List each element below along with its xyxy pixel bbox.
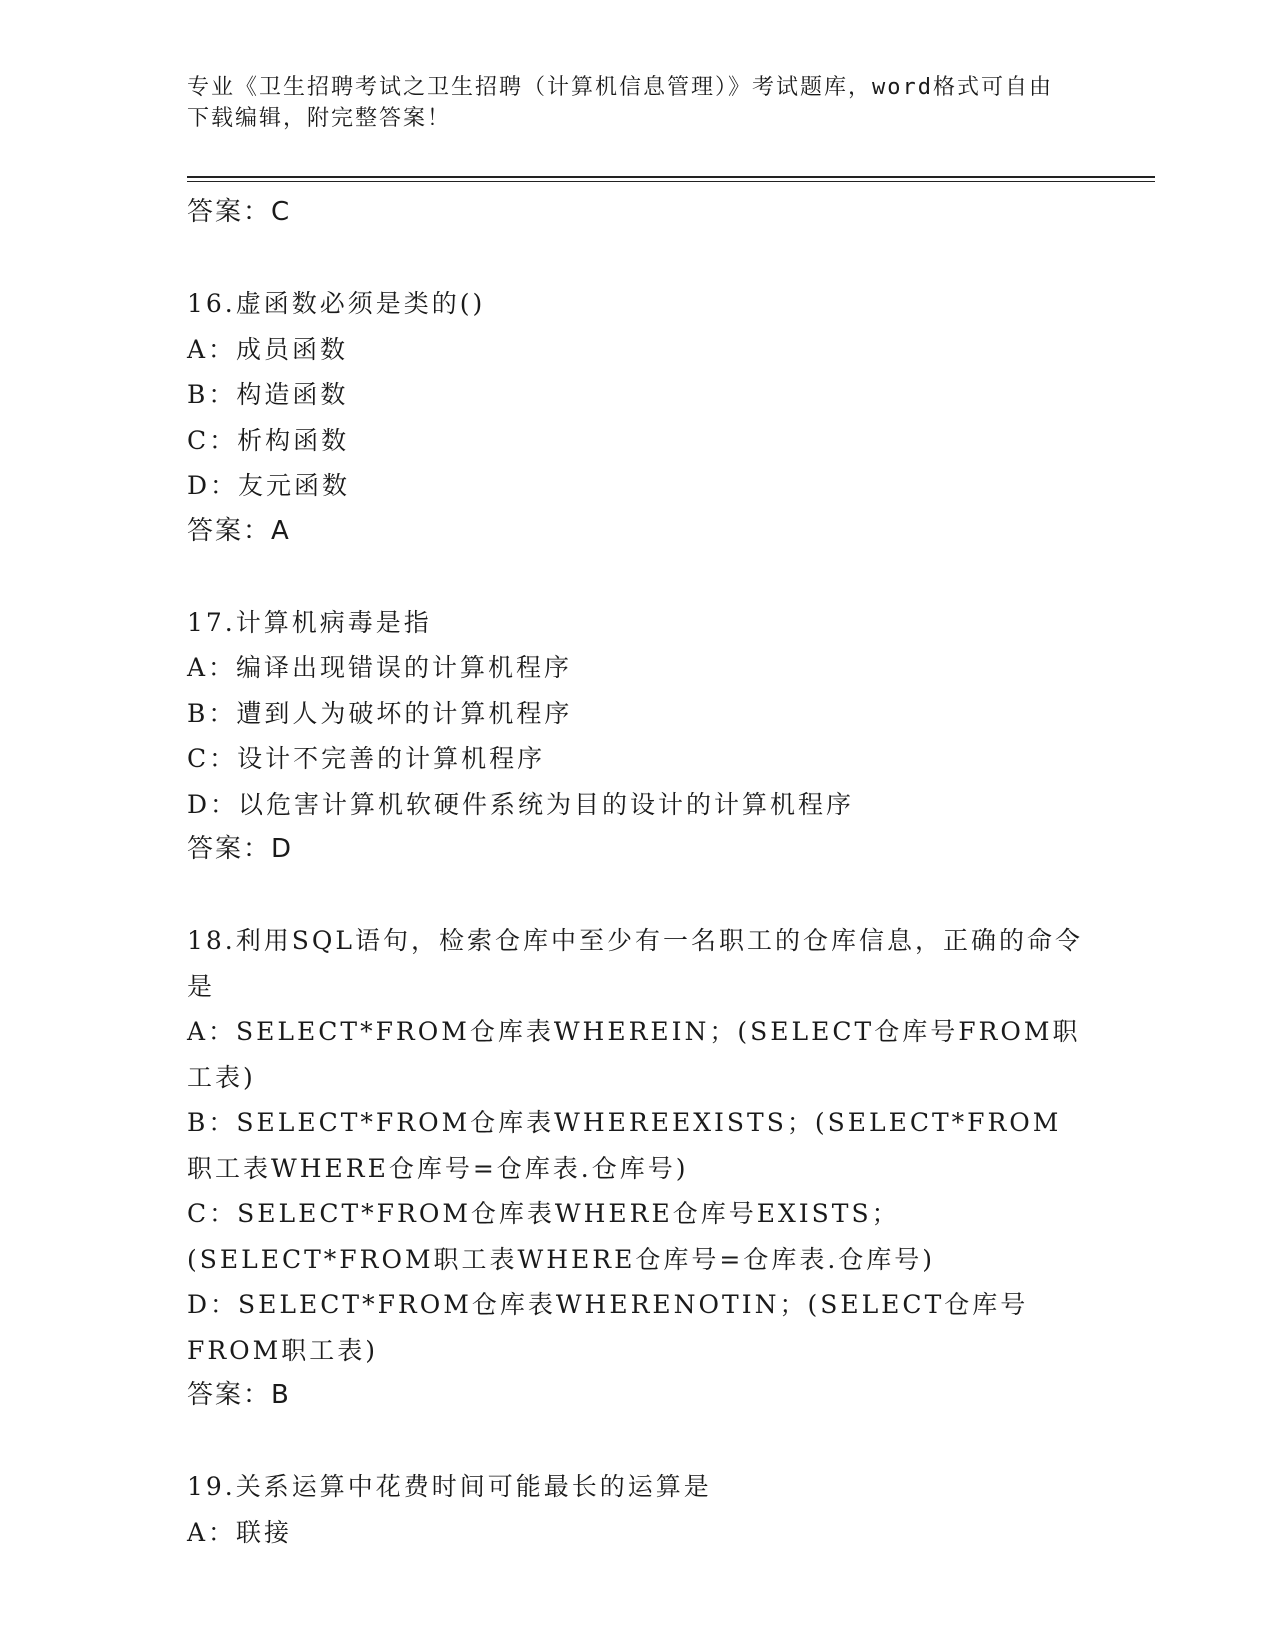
- question-block: [187, 918, 1087, 1419]
- question-stem: 16.虚函数必须是类的(): [187, 289, 486, 318]
- option-b: B：构造函数: [187, 380, 349, 409]
- option-a: A：编译出现错误的计算机程序: [187, 653, 573, 682]
- option-c: C：设计不完善的计算机程序: [187, 744, 546, 773]
- answer-line: 答案：D: [187, 834, 294, 864]
- option-c: C：析构函数: [187, 425, 350, 455]
- question-stem: 18.利用SQL语句，检索仓库中至少有一名职工的仓库信息，正确的命令是: [187, 926, 1083, 1001]
- question-block: [187, 600, 1087, 873]
- option-c: C：SELECT*FROM仓库表WHERE仓库号EXISTS；(SELECT*FROM职工表WHERE仓库号=仓库表.仓库号): [187, 1199, 936, 1274]
- option-d: D：友元函数: [187, 471, 351, 500]
- option-d: D：SELECT*FROM仓库表WHERENOTIN；(SELECT仓库号FROM职工表): [187, 1290, 1029, 1365]
- spacer: [187, 236, 1087, 282]
- option-d: D：以危害计算机软硬件系统为目的设计的计算机程序: [187, 789, 855, 819]
- question-list: [187, 190, 1087, 1601]
- question-stem: 19.关系运算中花费时间可能最长的运算是: [187, 1472, 712, 1501]
- document-header: 专业《卫生招聘考试之卫生招聘（计算机信息管理）》考试题库，word格式可自由下载编辑，附完整答案！: [187, 75, 1053, 131]
- option-a: A：SELECT*FROM仓库表WHEREIN；(SELECT仓库号FROM职工表): [187, 1017, 1081, 1092]
- header-divider-thin: [187, 181, 1155, 182]
- question-stem: 17.计算机病毒是指: [187, 607, 432, 637]
- question-block: [187, 1464, 1087, 1555]
- option-a: A：成员函数: [187, 334, 349, 364]
- option-b: B：遭到人为破坏的计算机程序: [187, 698, 573, 728]
- header-divider-thick: [187, 176, 1155, 178]
- option-b: B：SELECT*FROM仓库表WHEREEXISTS；(SELECT*FROM职工表WHERE仓库号=仓库表.仓库号): [187, 1108, 1062, 1183]
- option-a: A：联接: [187, 1517, 293, 1547]
- answer-line: 答案：B: [187, 1380, 291, 1410]
- question-block: [187, 281, 1087, 554]
- answer-line: 答案：C: [187, 197, 292, 227]
- answer-line: 答案：A: [187, 515, 291, 546]
